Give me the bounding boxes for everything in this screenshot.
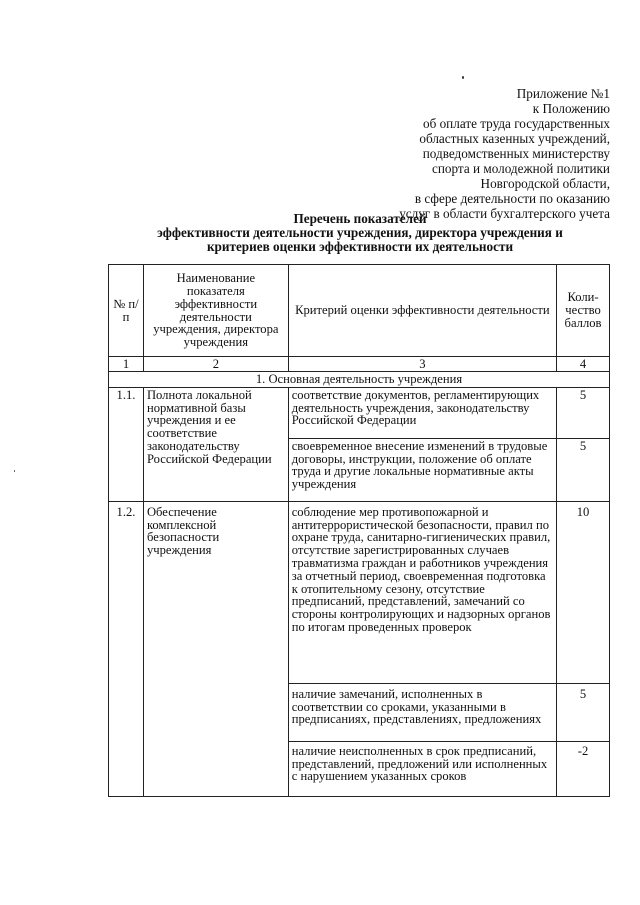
column-number: 3	[288, 357, 556, 372]
column-number: 2	[143, 357, 288, 372]
indicator-cell: Обеспечение комплексной безопасности учреждения	[143, 501, 288, 796]
criteria-table	[108, 264, 610, 797]
header-points: Коли-чество баллов	[557, 265, 610, 357]
title-line: Перечень показателей	[293, 211, 427, 226]
column-number: 1	[109, 357, 144, 372]
appendix-line: об оплате труда государственных	[422, 116, 610, 131]
header-criterion: Критерий оценки эффективности деятельности	[288, 265, 556, 357]
document-title	[100, 212, 620, 254]
row-number: 1.1.	[109, 387, 144, 501]
points-cell: 5	[557, 387, 610, 438]
criterion-cell: соблюдение мер противопожарной и антитеррористической безопасности, правил по охране труда, санитарно-гигиенических правил, отсутствие зарегистрированных случаев травматизма граждан и работников учреждения за отчетный период, своевременная подготовка к отопительному сезону, отсутствие предписаний, представлений, замечаний со стороны контролирующих и надзорных органов по итогам проведенных проверок	[288, 501, 556, 683]
criterion-cell: соответствие документов, регламентирующих деятельность учреждения, законодательству Российской Федерации	[288, 387, 556, 438]
appendix-line: в сфере деятельности по оказанию	[414, 191, 610, 206]
criterion-cell: наличие неисполненных в срок предписаний, представлений, предложений или исполненных с нарушением указанных сроков	[288, 741, 556, 796]
table-row	[109, 387, 610, 438]
appendix-line: Приложение №1	[516, 86, 610, 101]
column-number: 4	[557, 357, 610, 372]
header-num: № п/п	[109, 265, 144, 357]
criterion-cell: своевременное внесение изменений в трудовые договоры, инструкции, положение об оплате труда и другие локальные нормативные акты учреждения	[288, 438, 556, 501]
points-cell: 10	[557, 501, 610, 683]
section-row	[109, 372, 610, 388]
points-cell: -2	[557, 741, 610, 796]
title-line: эффективности деятельности учреждения, директора учреждения и	[157, 225, 563, 240]
points-cell: 5	[557, 438, 610, 501]
appendix-line: к Положению	[532, 101, 610, 116]
appendix-line: подведомственных министерству	[422, 146, 610, 161]
title-line: критериев оценки эффективности их деятельности	[206, 239, 514, 254]
points-cell: 5	[557, 683, 610, 741]
indicator-cell: Полнота локальной нормативной базы учреждения и ее соответствие законодательству Российской Федерации	[143, 387, 288, 501]
section-heading: 1. Основная деятельность учреждения	[109, 372, 610, 388]
appendix-header	[399, 86, 610, 221]
appendix-line: услуг в области бухгалтерского учета	[399, 206, 610, 221]
column-number-row	[109, 357, 610, 372]
header-indicator: Наименование показателя эффективности деятельности учреждения, директора учреждения	[143, 265, 288, 357]
appendix-line: Новгородской области,	[480, 176, 610, 191]
row-number: 1.2.	[109, 501, 144, 796]
criterion-cell: наличие замечаний, исполненных в соответствии со сроками, указанными в предписаниях, представлениях, предложениях	[288, 683, 556, 741]
scan-speck	[14, 470, 15, 472]
table-header-row	[109, 265, 610, 357]
scan-speck	[462, 76, 464, 79]
appendix-line: спорта и молодежной политики	[432, 161, 610, 176]
appendix-line: областных казенных учреждений,	[419, 131, 610, 146]
table-row	[109, 501, 610, 683]
